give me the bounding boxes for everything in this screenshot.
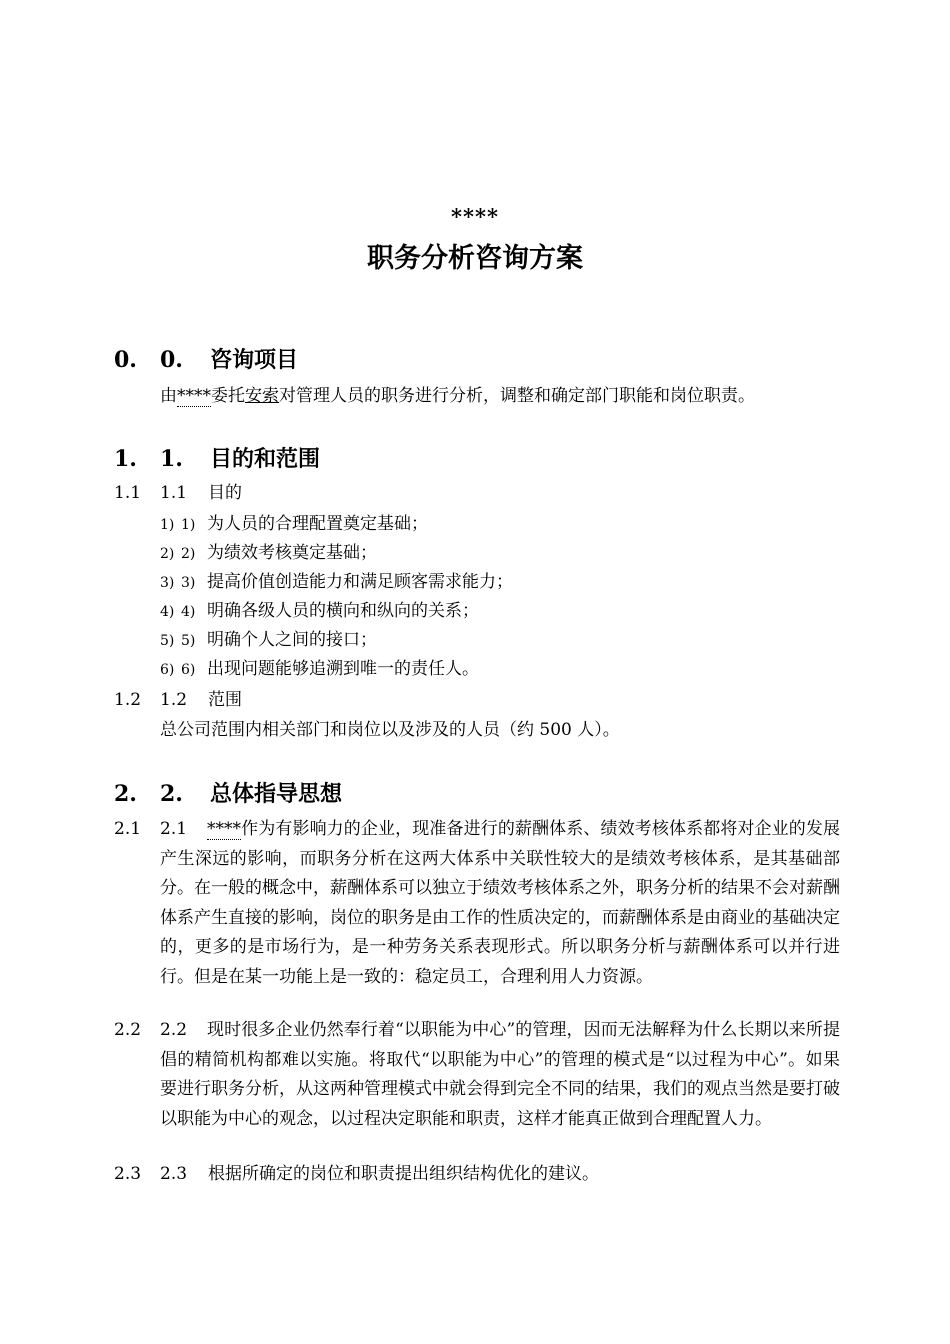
body-text: 对管理人员的职务进行分析，调整和确定部门职能和岗位职责。 [279,386,755,406]
paragraph-2-1 [160,815,840,992]
document-title: 职务分析咨询方案 [367,243,583,274]
list-text: 明确个人之间的接口； [207,630,377,650]
list-number: 1) [181,517,196,533]
client-name: **** [177,386,211,406]
paragraph-text: 根据所确定的岗位和职责提出组织结构优化的建议。 [208,1164,599,1184]
list-text: 明确各级人员的横向和纵向的关系； [207,601,479,621]
section-1-heading [114,443,320,475]
body-text: 委托 [211,386,245,406]
paragraph-number: 2.1 [114,819,142,839]
heading-text: 总体指导思想 [210,781,343,807]
list-number: 4) [160,604,175,620]
subheading-text: 目的 [208,483,242,503]
heading-number: 0. [160,347,183,373]
client-name: **** [207,819,241,839]
list-item [160,655,479,683]
paragraph-number: 2.2 [160,1020,188,1040]
list-number: 5) [160,633,175,649]
subheading-text: 范围 [208,690,242,710]
list-number: 2) [160,546,175,562]
list-item [160,539,377,567]
list-text: 出现问题能够追溯到唯一的责任人。 [207,659,479,679]
list-item [160,597,479,625]
paragraph-number: 2.3 [160,1164,188,1184]
list-number: 3) [160,575,175,591]
list-number: 1) [160,517,175,533]
section-2-heading [114,778,342,810]
heading-text: 目的和范围 [210,446,321,472]
heading-text: 咨询项目 [210,347,299,373]
list-number: 5) [181,633,196,649]
paragraph-number: 2.3 [114,1164,142,1184]
list-number: 6) [160,662,175,678]
list-item [160,626,377,654]
section-0-heading [114,344,298,376]
paragraph-2-3 [114,1160,599,1188]
consultant-name: 安索 [245,386,279,406]
list-item [160,568,513,596]
heading-number: 2. [160,781,183,807]
subheading-number: 1.1 [114,483,142,503]
heading-number: 2. [114,781,137,807]
scope-text: 总公司范围内相关部门和岗位以及涉及的人员（约 500 人）。 [160,720,620,740]
section-0-body [160,382,755,410]
paragraph-2-2: 现时很多企业仍然奉行着“以职能为中心”的管理，因而无法解释为什么长期以来所提倡的精简机构都难以实施。将取代“以职能为中心”的管理的模式是“以过程为中心”。如果要进行职务分析，从这两种管理模式中就会得到完全不同的结果，我们的观点当然是要打破以职能为中心的观念，以过程决定职能和职责，这样才能真正做到合理配置人力。 [160,1020,840,1129]
list-number: 4) [181,604,196,620]
heading-number: 1. [114,446,137,472]
list-number: 2) [181,546,196,562]
heading-number: 0. [114,347,137,373]
subsection-1-2-heading [114,686,242,714]
subheading-number: 1.1 [160,483,188,503]
subsection-1-1-heading [114,479,242,507]
list-text: 为绩效考核奠定基础； [207,543,377,563]
paragraph-number: 2.1 [160,819,188,839]
subheading-number: 1.2 [160,690,188,710]
list-text: 为人员的合理配置奠定基础； [207,514,428,534]
list-number: 6) [181,662,196,678]
list-number: 3) [181,575,196,591]
heading-number: 1. [160,446,183,472]
paragraph-number: 2.2 [114,1020,142,1040]
body-text: 由 [160,386,177,406]
subheading-number: 1.2 [114,690,142,710]
document-title-stars: **** [451,204,499,229]
list-item [160,510,428,538]
paragraph-text: 作为有影响力的企业，现准备进行的薪酬体系、绩效考核体系都将对企业的发展产生深远的影响，而职务分析在这两大体系中关联性较大的是绩效考核体系，是其基础部分。在一般的概念中，薪酬体系可以独立于绩效考核体系之外，职务分析的结果不会对薪酬体系产生直接的影响，岗位的职务是由工作的性质决定的，而薪酬体系是由商业的基础决定的，更多的是市场行为，是一种劳务关系表现形式。所以职务分析与薪酬体系可以并行进行。但是在某一功能上是一致的：稳定员工，合理利用人力资源。 [160,819,840,987]
list-text: 提高价值创造能力和满足顾客需求能力； [207,572,513,592]
